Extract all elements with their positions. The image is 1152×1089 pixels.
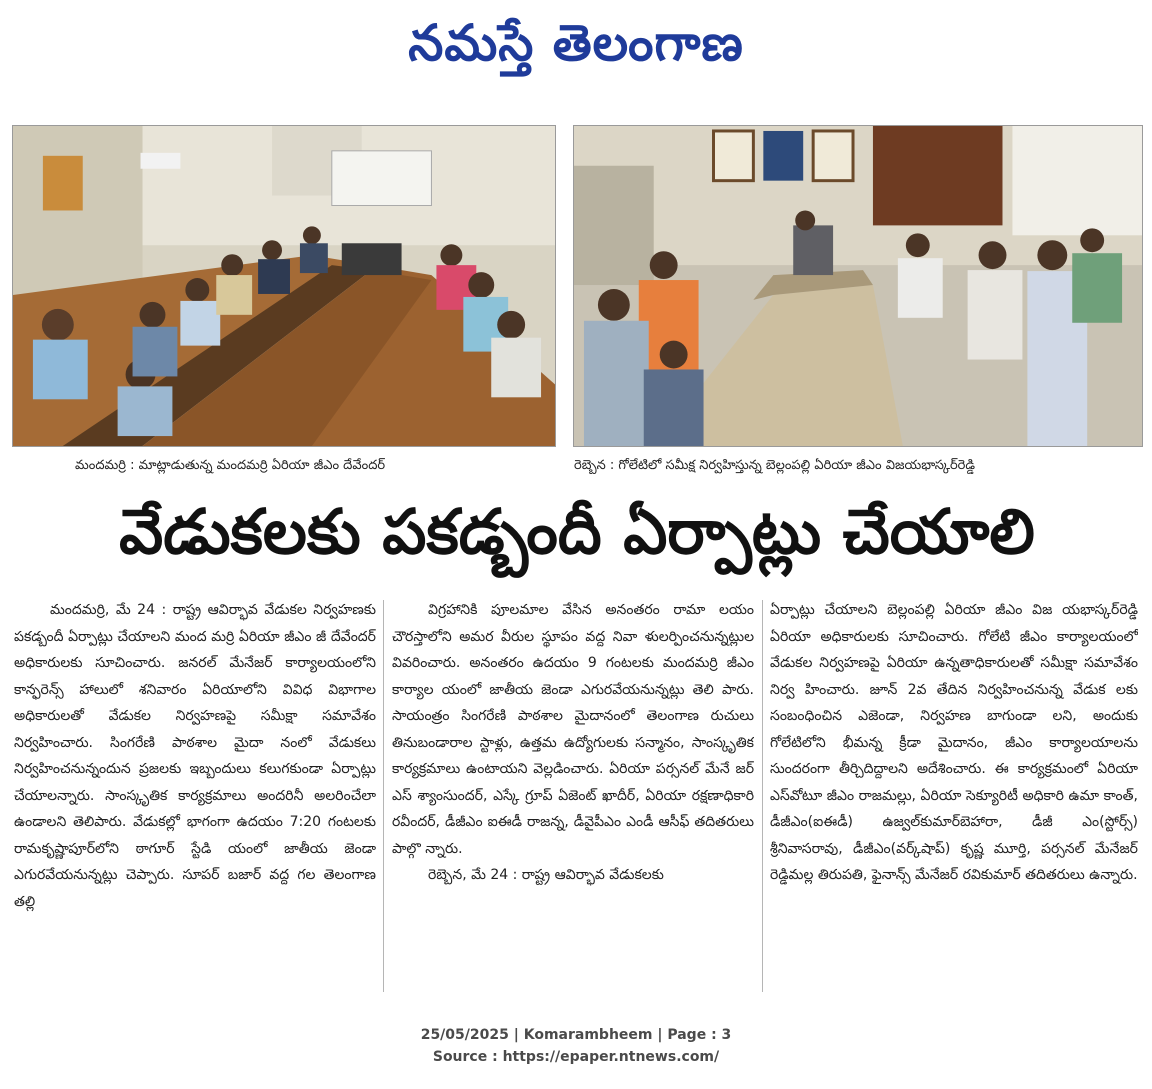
article-paragraph: రెబ్బెన, మే 24 : రాష్ట్ర ఆవిర్భావ వేడుకలకు: [428, 867, 664, 883]
article-paragraph: ఏర్పాట్లు చేయాలని బెల్లంపల్లి ఏరియా జీఎం విజ యభాస్కర్‌రెడ్డి ఏరియా అధికారులకు సూచించారు. గోలేటి జీఎం కార్యాలయంలో వేడుకల నిర్వహణపై ఏరియా ఉన్నతాధికారులతో సమీక్షా సమావేశం నిర్వ హించారు. జూన్ 2వ తేదిన నిర్వహించనున్న వేడుక లకు సంబంధించిన ఎజెండా, నిర్వహణ బాగుండా లని, అందుకు గోలేటిలోని భీమన్న క్రీడా మైదానం, జీఎం కార్యాలయాలను సుందరంగా తీర్చిదిద్దాలని అదేశించారు. ఈ కార్యక్రమంలో ఏరియా ఎస్‌వోటూ జీఎం రాజమల్లు, ఏరియా సెక్యూరిటీ అధికారి ఉమా కాంత్, డీజీఎం(ఐఈడీ) ఉజ్వల్‌కుమార్‌బెహారా, డీజీ ఎం(స్టోర్స్) శ్రీనివాసరావు, డీజీఎం(వర్క్‌షాప్) కృష్ణ మూర్తి, పర్సనల్ మేనేజర్ రెడ్డిమల్ల తిరుపతి, ఫైనాన్స్ మేనేజర్ రవికుమార్ తదితరులు ఉన్నారు.: [770, 602, 1138, 883]
photo-caption-right: రెబ్బెన : గోలేటిలో సమీక్ష నిర్వహిస్తున్న బెల్లంపల్లి ఏరియా జీఎం విజయభాస్కర్‌రెడ్డి: [574, 458, 976, 473]
footer-edition-info: 25/05/2025 | Komarambheem | Page : 3: [420, 1027, 732, 1043]
article-paragraph: మందమర్రి, మే 24 : రాష్ట్ర ఆవిర్భావ వేడుకల నిర్వహణకు పకడ్బందీ ఏర్పాట్లు చేయాలని మంద మర్రి ఏరియా జీఎం జీ దేవేందర్ అధికారులకు సూచించారు. జనరల్ మేనేజర్ కార్యాలయంలోని కాన్ఫరెన్స్ హాలులో శనివారం ఏరియాలోని వివిధ విభాగాల అధికారులతో వేడుకల నిర్వహణపై సమీక్షా సమావేశం నిర్వహించారు. సింగరేణి పాఠశాల మైదా నంలో వేడుకలు నిర్వహించనున్నందున ప్రజలకు ఇబ్బందులు కలుగకుండా ఏర్పాట్లు చేయాలన్నారు. సాంస్కృతిక కార్యక్రమాలు అందరినీ అలరించేలా ఉండాలని తెలిపారు. వేడుకల్లో భాగంగా ఉదయం 7:20 గంటలకు రామకృష్ణాపూర్‌లోని ఠాగూర్ స్టేడి యంలో జాతీయ జెండా ఎగురవేయనున్నట్లు చెప్పారు. సూపర్ బజార్ వద్ద గల తెలంగాణ తల్లి: [14, 602, 376, 910]
column-divider: [762, 600, 763, 992]
meeting-photo-illustration: [13, 126, 555, 446]
column-divider: [383, 600, 384, 992]
article-column-1: [14, 597, 376, 997]
photo-goleti-review-meeting: [573, 125, 1143, 447]
newspaper-logo: నమస్తే తెలంగాణ: [408, 13, 744, 72]
review-photo-illustration: [574, 126, 1142, 446]
photo-caption-left: మందమర్రి : మాట్లాడుతున్న మందమర్రి ఏరియా జీఎం దేవేందర్: [75, 458, 386, 473]
article-column-2: [392, 597, 754, 997]
masthead: [0, 8, 1152, 86]
footer-source-link[interactable]: Source : https://epaper.ntnews.com/: [432, 1049, 720, 1065]
photo-mandamarri-meeting: [12, 125, 556, 447]
article-paragraph: విగ్రహానికి పూలమాల వేసిన అనంతరం రామా లయం చౌరస్తాలోని అమర వీరుల స్థూపం వద్ద నివా ళులర్పించనున్నట్లుల వివరించారు. అనంతరం ఉదయం 9 గంటలకు మందమర్రి జీఎం కార్యాల యంలో జాతీయ జెండా ఎగురవేయనున్నట్లు తెలి పారు. సాయంత్రం సింగరేణి పాఠశాల మైదానంలో తెలంగాణ రుచులు తినుబండారాల స్టాళ్లు, ఉత్తమ ఉద్యోగులకు సన్మానం, సాంస్కృతిక కార్యక్రమాలు ఉంటాయని వెల్లడించారు. ఏరియా పర్సనల్ మేనే జర్ ఎస్ శ్యాంసుందర్, ఎస్కే గ్రూప్ ఏజెంట్ ఖాదీర్, ఏరియా రక్షణాధికారి రవీందర్, డీజీఎం ఐఈడీ రాజన్న, డీవైపీఎం ఎండీ ఆసీఫ్ తదితరులు పాల్గొ న్నారు.: [392, 602, 754, 857]
headline: వేడుకలకు పకడ్బందీ ఏర్పాట్లు చేయాలి: [119, 495, 1035, 568]
article-column-3: [770, 597, 1138, 997]
